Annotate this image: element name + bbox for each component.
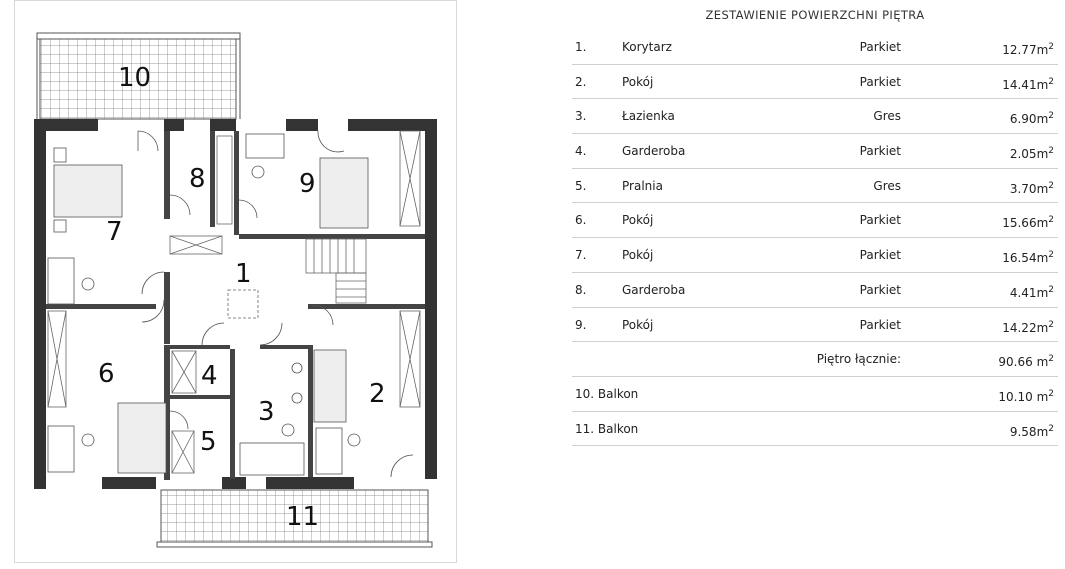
room-name: Łazienka: [622, 109, 675, 124]
table-row: [572, 134, 1058, 169]
room-area: $14.22m^2$: [1002, 319, 1054, 335]
balcony-area: $9.58m^2$: [1009, 423, 1054, 439]
room-label-8: 8: [189, 164, 206, 194]
floor-material: Parkiet: [859, 40, 901, 54]
table-title: ZESTAWIENIE POWIERZCHNI PIĘTRA: [705, 8, 925, 22]
total-area: 90.66 $m^2$: [998, 354, 1054, 370]
table-row: [572, 273, 1058, 308]
floor-material: Gres: [873, 178, 901, 193]
room-area: $4.41m^2$: [1009, 284, 1054, 300]
room-area: $14.41m^2$: [1002, 76, 1054, 92]
room-name: Pokój: [622, 74, 654, 89]
balcony-area: 10.10 $m^2$: [998, 388, 1054, 404]
balcony-row: [572, 412, 1058, 447]
balcony-row: [572, 377, 1058, 412]
row-number: 4.: [575, 144, 587, 159]
room-label-6: 6: [98, 359, 115, 389]
total-row: [572, 342, 1058, 377]
area-summary-table: [572, 0, 1058, 446]
floor-material: Parkiet: [859, 248, 901, 263]
row-number: 1.: [575, 40, 587, 54]
row-number: 7.: [575, 248, 587, 263]
room-area: $6.90m^2$: [1009, 111, 1054, 127]
floor-material: Parkiet: [859, 282, 901, 297]
room-label-2: 2: [369, 379, 386, 409]
balcony-label: 11. Balkon: [575, 421, 639, 436]
row-number: 5.: [575, 178, 587, 193]
table-row: [572, 238, 1058, 273]
total-label: Piętro łącznie:: [816, 352, 901, 367]
room-label-9: 9: [299, 169, 316, 199]
floor-material: Parkiet: [859, 144, 901, 159]
room-label-7: 7: [106, 217, 123, 247]
floor-material: Parkiet: [859, 213, 901, 228]
room-name: Korytarz: [622, 40, 672, 54]
room-label-11: 11: [286, 502, 320, 532]
room-label-10: 10: [118, 63, 152, 93]
row-number: 6.: [575, 213, 587, 228]
floor-material: Parkiet: [859, 74, 901, 89]
table-row: [572, 65, 1058, 100]
room-name: Garderoba: [622, 144, 686, 159]
room-area: $3.70m^2$: [1009, 180, 1054, 196]
room-name: Garderoba: [622, 282, 686, 297]
row-number: 8.: [575, 282, 587, 297]
balcony-label: 10. Balkon: [575, 386, 639, 401]
floor-material: Parkiet: [859, 317, 901, 332]
room-name: Pokój: [622, 213, 654, 228]
room-label-5: 5: [200, 427, 217, 457]
room-name: Pokój: [622, 248, 654, 263]
row-number: 9.: [575, 317, 587, 332]
row-number: 3.: [575, 109, 587, 124]
room-label-3: 3: [258, 397, 275, 427]
row-number: 2.: [575, 74, 587, 89]
room-name: Pokój: [622, 317, 654, 332]
floor-plan: [14, 0, 457, 563]
table-row: [572, 203, 1058, 238]
room-label-1: 1: [235, 259, 252, 289]
room-area: $15.66m^2$: [1002, 215, 1054, 231]
floor-material: Gres: [873, 109, 901, 124]
room-label-4: 4: [201, 361, 218, 391]
table-row: [572, 99, 1058, 134]
table-row: [572, 169, 1058, 204]
room-area: $2.05m^2$: [1009, 146, 1054, 162]
room-area: $16.54m^2$: [1002, 250, 1054, 266]
room-area: $12.77m^2$: [1002, 42, 1054, 57]
room-name: Pralnia: [622, 178, 663, 193]
table-row: [572, 308, 1058, 343]
table-row: [572, 30, 1058, 65]
